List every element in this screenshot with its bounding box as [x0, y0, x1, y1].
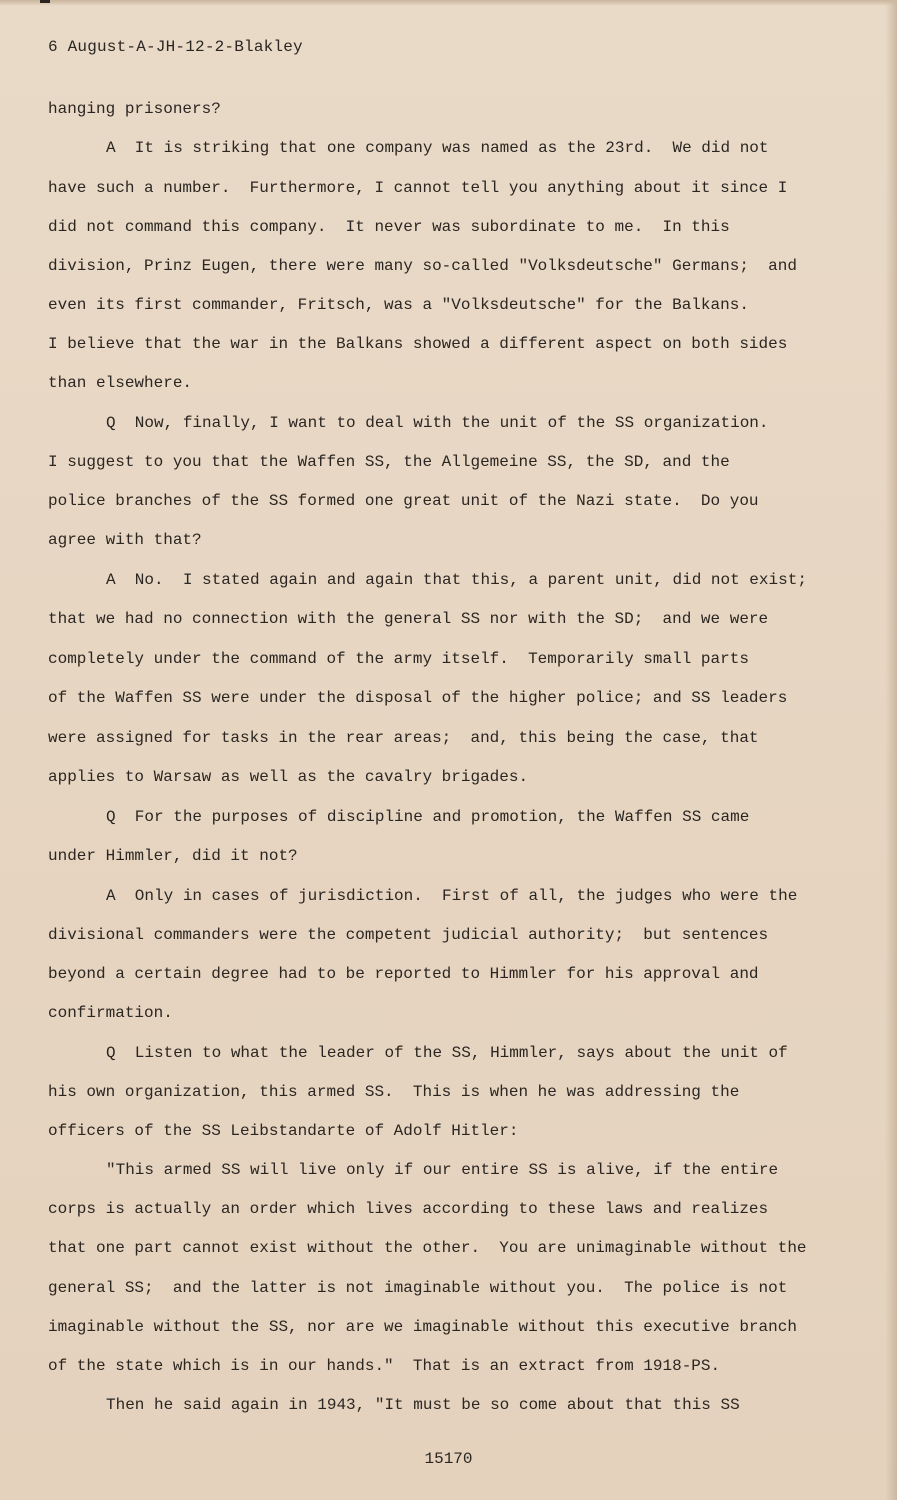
- text-line: Q For the purposes of discipline and promotion, the Waffen SS came: [106, 808, 750, 826]
- text-line: I suggest to you that the Waffen SS, the Allgemeine SS, the SD, and the: [48, 453, 730, 471]
- text-line: agree with that?: [48, 531, 202, 549]
- text-line: officers of the SS Leibstandarte of Adolf Hitler:: [48, 1122, 519, 1140]
- text-line: have such a number. Furthermore, I cannot tell you anything about it since I: [48, 179, 788, 197]
- text-line: division, Prinz Eugen, there were many so-called "Volksdeutsche" Germans; and: [48, 257, 797, 275]
- text-line: Q Now, finally, I want to deal with the unit of the SS organization.: [106, 414, 769, 432]
- page-right-edge: [885, 0, 897, 1500]
- text-line: hanging prisoners?: [48, 100, 221, 118]
- text-line: beyond a certain degree had to be reported to Himmler for his approval and: [48, 965, 759, 983]
- text-line: his own organization, this armed SS. This is when he was addressing the: [48, 1083, 740, 1101]
- text-line: completely under the command of the army itself. Temporarily small parts: [48, 650, 749, 668]
- text-line: than elsewhere.: [48, 374, 193, 392]
- quote-line: general SS; and the latter is not imaginable without you. The police is not: [48, 1279, 788, 1297]
- document-reference: 6 August-A-JH-12-2-Blakley: [48, 38, 303, 56]
- text-line: of the Waffen SS were under the disposal of the higher police; and SS leaders: [48, 689, 788, 707]
- text-line: that we had no connection with the general SS nor with the SD; and we were: [48, 610, 769, 628]
- text-line: A It is striking that one company was named as the 23rd. We did not: [106, 139, 769, 157]
- text-line: police branches of the SS formed one great unit of the Nazi state. Do you: [48, 492, 759, 510]
- quote-line: corps is actually an order which lives according to these laws and realizes: [48, 1200, 769, 1218]
- page-number: 15170: [424, 1450, 473, 1468]
- text-line: A Only in cases of jurisdiction. First of all, the judges who were the: [106, 887, 798, 905]
- text-line: divisional commanders were the competent judicial authority; but sentences: [48, 926, 769, 944]
- text-line: applies to Warsaw as well as the cavalry brigades.: [48, 768, 529, 786]
- corner-mark: [40, 0, 50, 3]
- text-line: under Himmler, did it not?: [48, 847, 298, 865]
- quote-line: of the state which is in our hands." That is an extract from 1918-PS.: [48, 1357, 721, 1375]
- quote-line: that one part cannot exist without the other. You are unimaginable without the: [48, 1239, 807, 1257]
- quote-line: "This armed SS will live only if our entire SS is alive, if the entire: [106, 1161, 779, 1179]
- page-top-edge: [0, 0, 897, 6]
- quote-line: imaginable without the SS, nor are we imaginable without this executive branch: [48, 1318, 797, 1336]
- text-line: even its first commander, Fritsch, was a "Volksdeutsche" for the Balkans.: [48, 296, 749, 314]
- text-line: Q Listen to what the leader of the SS, Himmler, says about the unit of: [106, 1044, 788, 1062]
- text-line: A No. I stated again and again that this, a parent unit, did not exist;: [106, 571, 807, 589]
- text-line: I believe that the war in the Balkans showed a different aspect on both sides: [48, 335, 788, 353]
- text-line: confirmation.: [48, 1004, 173, 1022]
- text-line: Then he said again in 1943, "It must be so come about that this SS: [106, 1396, 740, 1414]
- text-line: were assigned for tasks in the rear areas; and, this being the case, that: [48, 729, 759, 747]
- text-line: did not command this company. It never was subordinate to me. In this: [48, 218, 730, 236]
